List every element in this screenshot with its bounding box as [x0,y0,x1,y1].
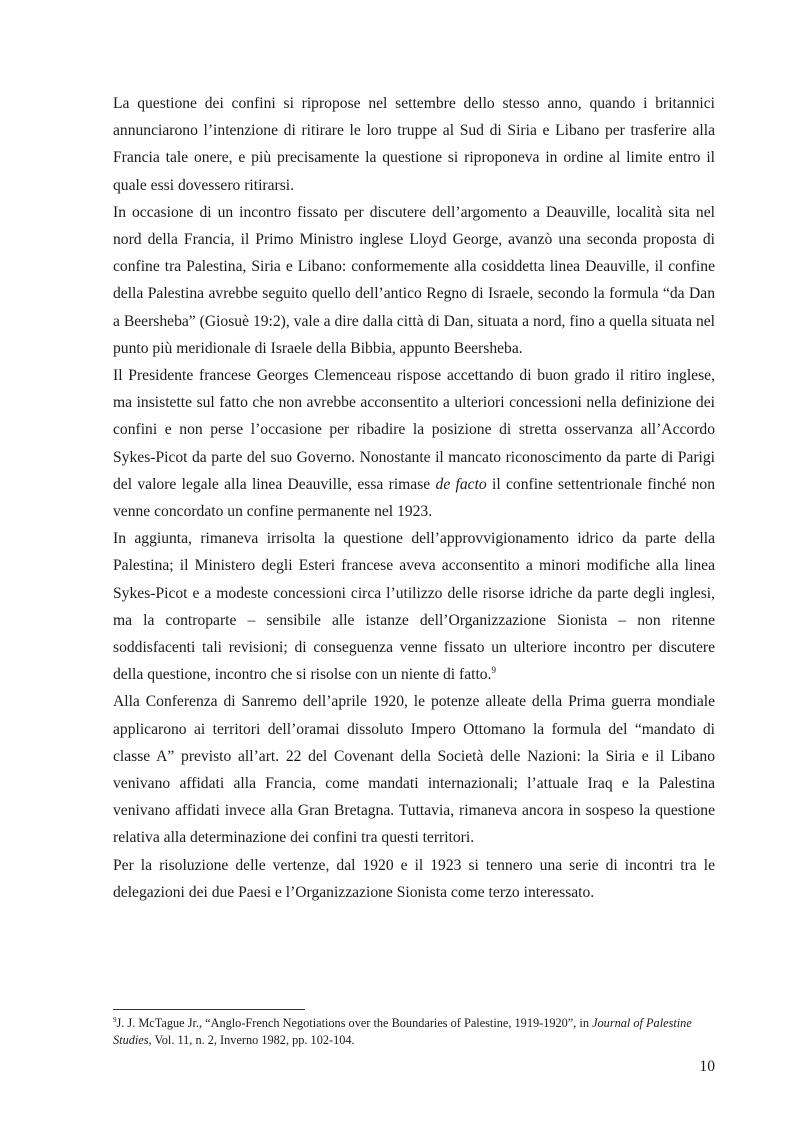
footnote-text: J. J. McTague Jr., “Anglo-French Negotiations over the Boundaries of Palestine, 1919-1920”, in [116,1016,593,1030]
paragraph-6 [113,852,715,906]
paragraph-4 [113,525,715,688]
paragraph-text: In aggiunta, rimaneva irrisolta la questione dell’approvvigionamento idrico da parte della Palestina; il Ministero degli Esteri francese aveva acconsentito a minori modifiche alla linea Sykes-Picot e a modeste concessioni circa l’utilizzo delle risorse idriche da parte degli inglesi, ma la controparte – sensibile alle istanze dell’Organizzazione Sionista – non ritenne soddisfacenti tali revisioni; di conseguenza venne fissato un ulteriore incontro per discutere della questione, incontro che si risolse con un niente di fatto. [113,530,715,684]
paragraph-2 [113,199,715,362]
paragraph-3 [113,362,715,525]
footnote-separator [113,1009,305,1010]
italic-term: de facto [435,475,487,493]
paragraph-1 [113,90,715,199]
paragraph-5 [113,688,715,851]
footnote-text: , Vol. 11, n. 2, Inverno 1982, pp. 102-104. [148,1033,355,1047]
footnote-number: 9 [113,1015,117,1024]
paragraph-text: il confine settentrionale finché non venne concordato un confine permanente nel 1923. [113,475,715,521]
footnote-9 [113,1015,715,1049]
paragraph-text: Alla Conferenza di Sanremo dell’aprile 1920, le potenze alleate della Prima guerra mondiale applicarono ai territori dell’oramai dissoluto Impero Ottomano la formula del “mandato di classe A” previsto all’art. 22 del Covenant della Società delle Nazioni: la Siria e il Libano venivano affidati alla Francia, come mandati internazionali; l’attuale Iraq e la Palestina venivano affidati invece alla Gran Bretagna. Tuttavia, rimaneva ancora in sospeso la questione relativa alla determinazione dei confini tra questi territori. [113,693,715,847]
footnote-reference[interactable]: 9 [491,665,496,676]
footnote-journal-title: Journal of Palestine Studies [113,1016,692,1047]
paragraph-text: In occasione di un incontro fissato per discutere dell’argomento a Deauville, località sita nel nord della Francia, il Primo Ministro inglese Lloyd George, avanzò una seconda proposta di confine tra Palestina, Siria e Libano: conformemente alla cosiddetta linea Deauville, il confine della Palestina avrebbe seguito quello dell’antico Regno di Israele, secondo la formula “da Dan a Beersheba” (Giosuè 19:2), vale a dire dalla città di Dan, situata a nord, fino a quella situata nel punto più meridionale di Israele della Bibbia, appunto Beersheba. [113,203,715,357]
paragraph-text: Per la risoluzione delle vertenze, dal 1920 e il 1923 si tennero una serie di incontri tra le delegazioni dei due Paesi e l’Organizzazione Sionista come terzo interessato. [113,856,715,901]
page-number: 10 [699,1058,715,1075]
body-text [113,90,715,906]
paragraph-text: La questione dei confini si ripropose nel settembre dello stesso anno, quando i britannici annunciarono l’intenzione di ritirare le loro truppe al Sud di Siria e Libano per trasferire alla Francia tale onere, e più precisamente la questione si riproponeva in ordine al limite entro il quale essi dovessero ritirarsi. [113,95,715,194]
paragraph-text: Il Presidente francese Georges Clemenceau rispose accettando di buon grado il ritiro inglese, ma insistette sul fatto che non avrebbe acconsentito a ulteriori concessioni nella definizione dei confini e non perse l’occasione per ribadire la posizione di stretta osservanza all’Accordo Sykes-Picot da parte del suo Governo. Nonostante il mancato riconoscimento da parte di Parigi del valore legale alla linea Deauville, essa rimase [113,367,715,493]
